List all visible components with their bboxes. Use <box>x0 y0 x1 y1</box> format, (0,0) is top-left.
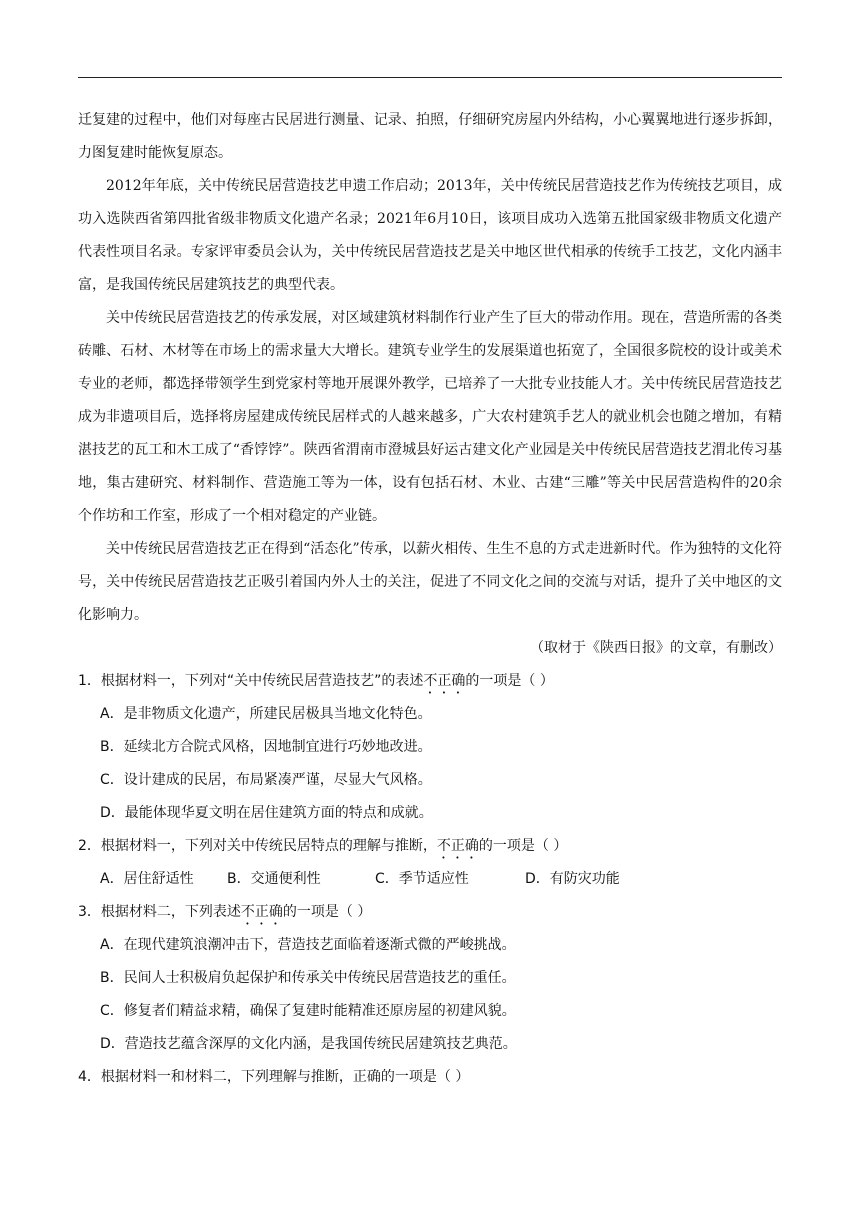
question-3-stem-pre: 3．根据材料二，下列表述 <box>78 904 241 920</box>
question-2-option-c: C．季节适应性 <box>375 871 469 887</box>
passage-paragraph-4: 关中传统民居营造技艺正在得到“活态化”传承，以薪火相传、生生不息的方式走进新时代。作为独特的文化符号，关中传统民居营造技艺正吸引着国内外人士的关注，促进了不同文化之间的交流与对话，提升了关中地区的文化影响力。 <box>78 541 782 623</box>
question-2-option-a: A．居住舒适性 <box>100 871 194 887</box>
question-3-stem <box>78 896 782 929</box>
question-1-option-b: B．延续北方合院式风格，因地制宜进行巧妙地改进。 <box>100 739 432 755</box>
question-1-option-c: C．设计建成的民居，布局紧凑严谨，尽显大气风格。 <box>100 772 432 788</box>
question-2-options <box>78 863 782 896</box>
question-2-option-b: B．交通便利性 <box>227 871 321 887</box>
question-1-stem <box>78 665 782 698</box>
question-2-emphasis: 不正确 <box>436 838 479 854</box>
passage-paragraph-2: 2012年年底，关中传统民居营造技艺申遗工作启动；2013年，关中传统民居营造技艺作为传统技艺项目，成功入选陕西省第四批省级非物质文化遗产名录；2021年6月10日，该项目成功入选第五批国家级非物质文化遗产代表性项目名录。专家评审委员会认为，关中传统民居营造技艺是关中地区世代相承的传统手工技艺，文化内涵丰富，是我国传统民居建筑技艺的典型代表。 <box>78 178 782 293</box>
question-3-option-c: C．修复者们精益求精，确保了复建时能精准还原房屋的初建风貌。 <box>100 1003 516 1019</box>
question-3-option-d: D．营造技艺蕴含深厚的文化内涵，是我国传统民居建筑技艺典范。 <box>100 1036 517 1052</box>
question-1-option-a: A．是非物质文化遗产，所建民居极具当地文化特色。 <box>100 706 432 722</box>
question-1-option-d: D．最能体现华夏文明在居住建筑方面的特点和成就。 <box>100 805 433 821</box>
question-3-emphasis: 不正确 <box>240 904 283 920</box>
question-1-emphasis: 不正确 <box>423 673 466 689</box>
question-4-stem: 4．根据材料一和材料二，下列理解与推断，正确的一项是（ ） <box>78 1069 470 1085</box>
passage-paragraph-1: 迁复建的过程中，他们对每座古民居进行测量、记录、拍照，仔细研究房屋内外结构，小心翼翼地进行逐步拆卸，力图复建时能恢复原态。 <box>78 112 782 161</box>
passage-paragraph-3: 关中传统民居营造技艺的传承发展，对区域建筑材料制作行业产生了巨大的带动作用。现在，营造所需的各类砖雕、石材、木材等在市场上的需求量大大增长。建筑专业学生的发展渠道也拓宽了，全国很多院校的设计或美术专业的老师，都选择带领学生到党家村等地开展课外教学，已培养了一大批专业技能人才。关中传统民居营造技艺成为非遗项目后，选择将房屋建成传统民居样式的人越来越多，广大农村建筑手艺人的就业机会也随之增加，有精湛技艺的瓦工和木工成了“香饽饽”。陕西省渭南市澄城县好运古建文化产业园是关中传统民居营造技艺渭北传习基地，集古建研究、材料制作、营造施工等为一体，设有包括石材、木业、古建“三雕”等关中民居营造构件的20余个作坊和工作室，形成了一个相对稳定的产业链。 <box>78 310 782 524</box>
question-3-option-b: B．民间人士积极肩负起保护和传承关中传统民居营造技艺的重任。 <box>100 970 516 986</box>
question-2-stem-pre: 2．根据材料一，下列对关中传统民居特点的理解与推断， <box>78 838 437 854</box>
source-citation: （取材于《陕西日报》的文章，有删改） <box>530 640 782 656</box>
question-2-option-d: D．有防灾功能 <box>525 871 620 887</box>
question-1-stem-pre: 1．根据材料一，下列对“关中传统民居营造技艺”的表述 <box>78 673 424 689</box>
document-body <box>78 104 782 1094</box>
question-2-stem-post: 的一项是（ ） <box>478 838 568 854</box>
question-3-option-a: A．在现代建筑浪潮冲击下，营造技艺面临着逐渐式微的严峻挑战。 <box>100 937 516 953</box>
question-2-stem <box>78 830 782 863</box>
question-3-stem-post: 的一项是（ ） <box>282 904 372 920</box>
question-1-stem-post: 的一项是（ ） <box>465 673 554 689</box>
header-rule <box>78 77 782 78</box>
